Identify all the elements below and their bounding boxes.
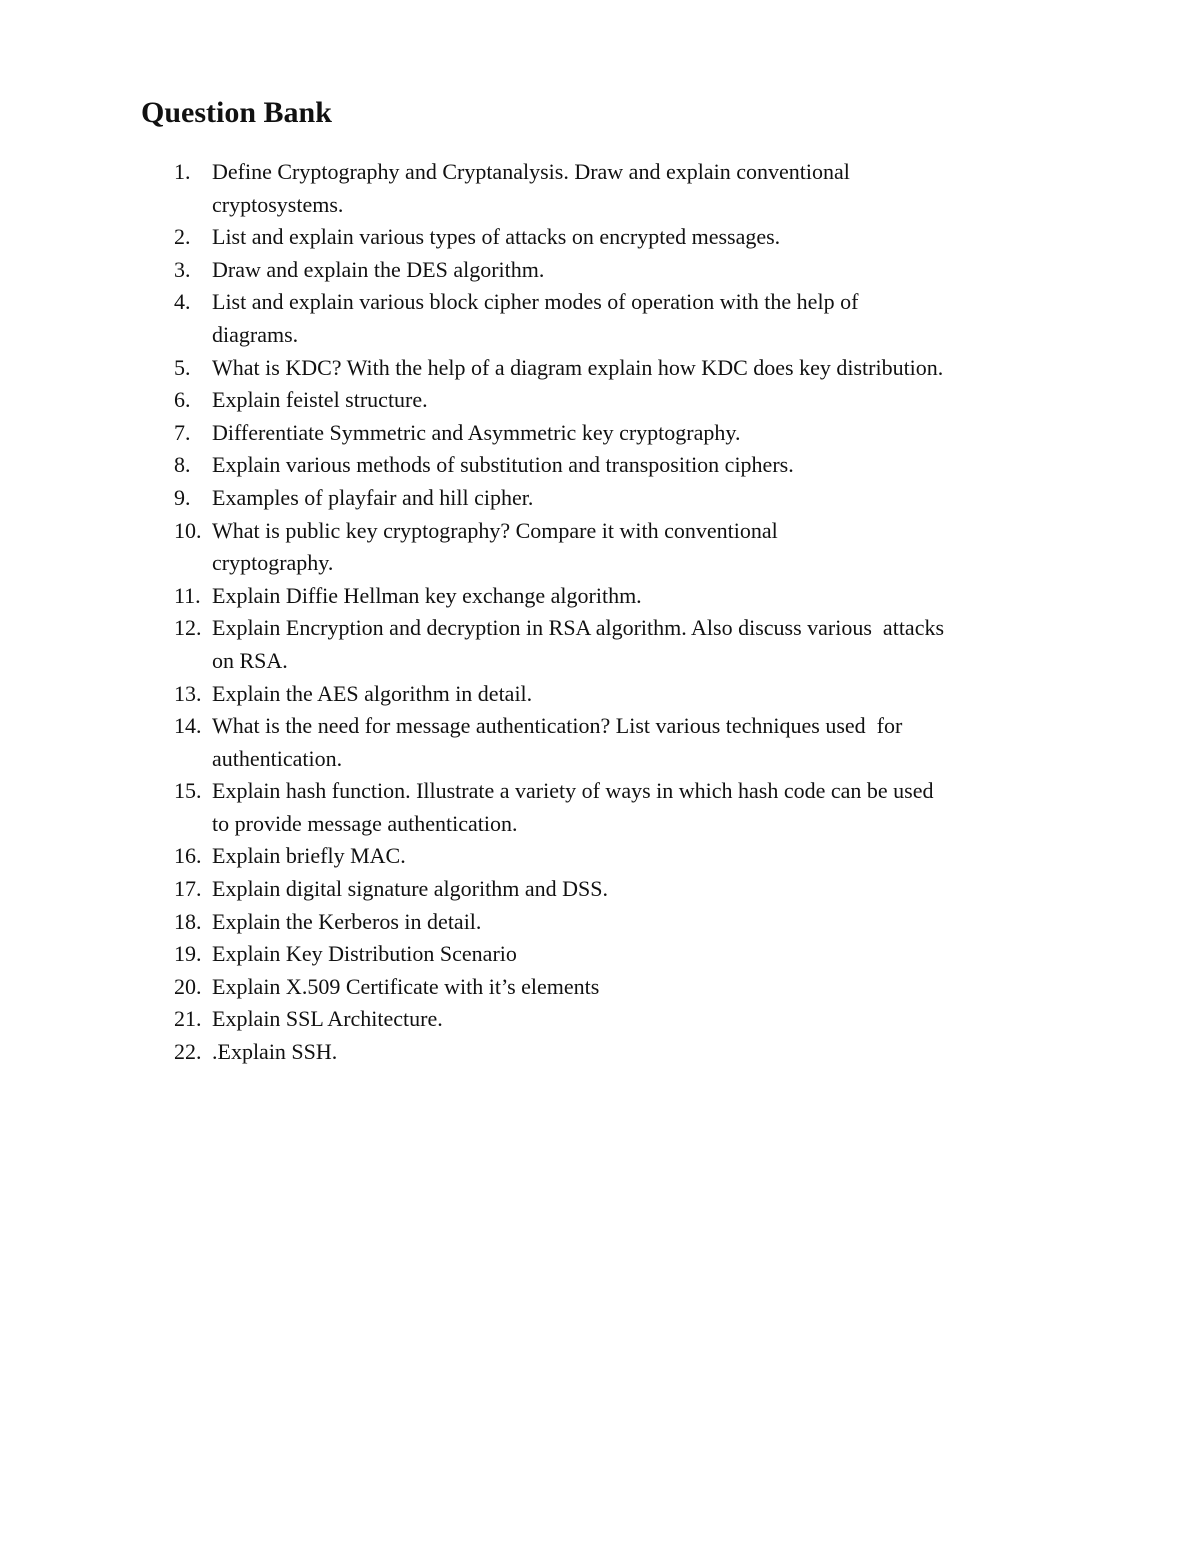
- question-text: [212, 840, 1074, 873]
- question-text: [212, 1036, 1074, 1069]
- question-text-line: on RSA.: [212, 647, 288, 673]
- question-text-line: List and explain various types of attacks on encrypted messages.: [212, 224, 781, 250]
- question-item: [174, 482, 1074, 515]
- question-text-line: Explain X.509 Certificate with it’s elements: [212, 973, 600, 999]
- question-text-line: Define Cryptography and Cryptanalysis. Draw and explain conventional: [212, 159, 850, 184]
- question-text-line: to provide message authentication.: [212, 810, 518, 836]
- question-text-line: Explain hash function. Illustrate a variety of ways in which hash code can be used: [212, 778, 934, 804]
- question-item: [174, 775, 1074, 840]
- question-number: 20.: [174, 973, 202, 999]
- question-item: [174, 580, 1074, 613]
- question-list: [174, 156, 1074, 1069]
- question-number: 1.: [174, 159, 191, 184]
- question-item: [174, 938, 1074, 971]
- question-item: [174, 840, 1074, 873]
- question-number: 7.: [174, 419, 191, 445]
- question-text: [212, 482, 1074, 515]
- question-number: 21.: [174, 1006, 202, 1032]
- question-text-line: Explain Key Distribution Scenario: [212, 941, 517, 967]
- question-item: [174, 156, 1074, 221]
- question-text: [212, 873, 1074, 906]
- question-item: [174, 384, 1074, 417]
- question-number: 8.: [174, 452, 191, 478]
- question-text: [212, 612, 1074, 677]
- question-text: [212, 221, 1074, 254]
- question-text-line: Examples of playfair and hill cipher.: [212, 484, 534, 510]
- question-text-line: Explain briefly MAC.: [212, 843, 406, 869]
- question-number: 6.: [174, 387, 191, 413]
- question-text: [212, 515, 1074, 580]
- question-text-line: Explain Encryption and decryption in RSA algorithm. Also discuss various attacks: [212, 615, 945, 641]
- question-text-line: What is KDC? With the help of a diagram explain how KDC does key distribution.: [212, 354, 944, 380]
- question-text: [212, 1003, 1074, 1036]
- question-item: [174, 612, 1074, 677]
- question-text: [212, 156, 1074, 221]
- question-item: [174, 254, 1074, 287]
- question-number: 13.: [174, 680, 202, 706]
- question-number: 10.: [174, 517, 202, 543]
- question-number: 9.: [174, 484, 191, 510]
- question-text-line: Differentiate Symmetric and Asymmetric key cryptography.: [212, 419, 741, 445]
- question-item: [174, 1003, 1074, 1036]
- question-number: 5.: [174, 354, 191, 380]
- question-number: 11.: [174, 582, 201, 608]
- question-text-line: What is public key cryptography? Compare it with conventional: [212, 517, 778, 543]
- question-text: [212, 286, 1074, 351]
- question-number: 18.: [174, 908, 202, 934]
- question-item: [174, 221, 1074, 254]
- question-text-line: List and explain various block cipher modes of operation with the help of: [212, 289, 859, 315]
- question-number: 2.: [174, 224, 191, 250]
- question-text: [212, 906, 1074, 939]
- question-number: 22.: [174, 1039, 202, 1065]
- question-text-line: What is the need for message authentication? List various techniques used for: [212, 713, 903, 739]
- question-text: [212, 938, 1074, 971]
- question-text-line: authentication.: [212, 745, 343, 771]
- question-number: 4.: [174, 289, 191, 315]
- question-number: 15.: [174, 778, 202, 804]
- question-text-line: Explain the Kerberos in detail.: [212, 908, 482, 934]
- question-text-line: Draw and explain the DES algorithm.: [212, 256, 545, 282]
- question-text: [212, 710, 1074, 775]
- question-text: [212, 678, 1074, 711]
- page-title: Question Bank: [141, 96, 332, 129]
- question-text-line: Explain feistel structure.: [212, 387, 428, 413]
- question-item: [174, 352, 1074, 385]
- question-text-line: cryptography.: [212, 550, 334, 576]
- question-text-line: Explain the AES algorithm in detail.: [212, 680, 533, 706]
- question-text-line: Explain digital signature algorithm and DSS.: [212, 876, 608, 902]
- question-text: [212, 352, 1074, 385]
- question-number: 16.: [174, 843, 202, 869]
- question-text: [212, 254, 1074, 287]
- question-item: [174, 515, 1074, 580]
- question-text-line: cryptosystems.: [212, 191, 344, 217]
- question-item: [174, 971, 1074, 1004]
- question-number: 14.: [174, 713, 202, 739]
- question-item: [174, 710, 1074, 775]
- question-item: [174, 1036, 1074, 1069]
- question-text-line: .Explain SSH.: [212, 1039, 338, 1065]
- question-number: 17.: [174, 876, 202, 902]
- question-text: [212, 417, 1074, 450]
- question-item: [174, 873, 1074, 906]
- question-number: 19.: [174, 941, 202, 967]
- question-text-line: Explain various methods of substitution and transposition ciphers.: [212, 452, 794, 478]
- question-text: [212, 971, 1074, 1004]
- question-item: [174, 417, 1074, 450]
- question-text-line: Explain SSL Architecture.: [212, 1006, 443, 1032]
- question-text: [212, 775, 1074, 840]
- question-item: [174, 286, 1074, 351]
- question-item: [174, 449, 1074, 482]
- question-text: [212, 384, 1074, 417]
- question-text: [212, 449, 1074, 482]
- question-item: [174, 906, 1074, 939]
- question-number: 3.: [174, 256, 191, 282]
- question-item: [174, 678, 1074, 711]
- question-text-line: Explain Diffie Hellman key exchange algorithm.: [212, 582, 642, 608]
- question-text-line: diagrams.: [212, 321, 299, 347]
- question-text: [212, 580, 1074, 613]
- question-number: 12.: [174, 615, 202, 641]
